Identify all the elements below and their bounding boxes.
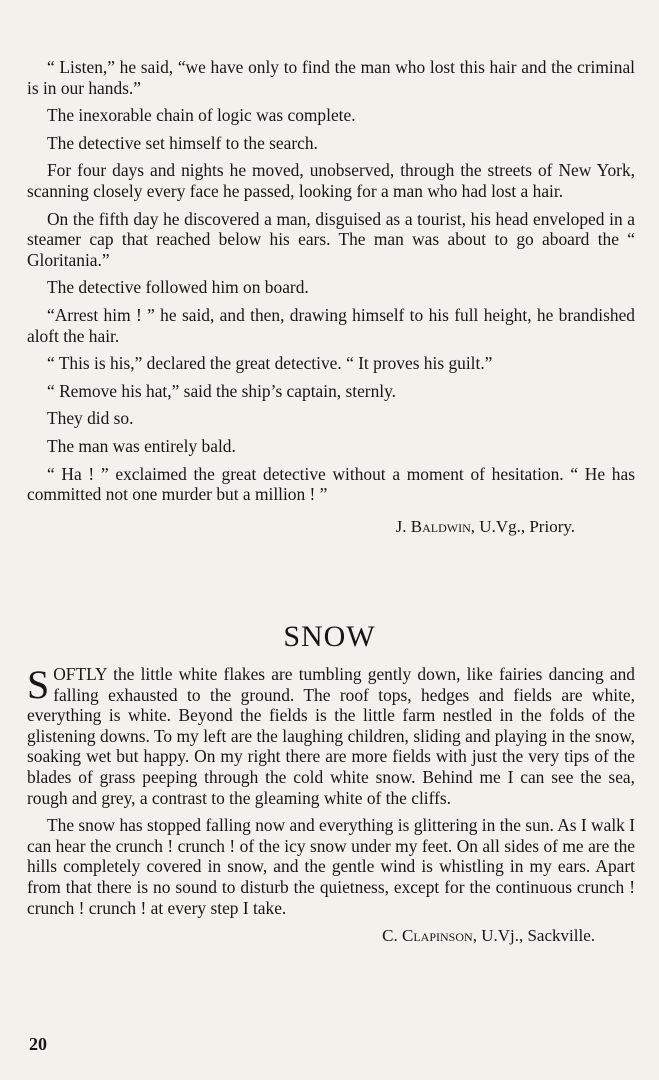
paragraph: They did so. [47,408,134,429]
paragraph: The man was entirely bald. [47,435,236,456]
paragraph: The detective set himself to the search. [47,132,318,153]
paragraph [27,664,635,808]
paragraph: The inexorable chain of logic was complete. [47,105,356,126]
author-signature [27,517,635,538]
paragraph: The detective followed him on board. [47,277,309,298]
story-detective [27,57,635,537]
signature-initial: C. [382,926,403,946]
signature-name: Baldwin [410,516,471,536]
section-title: SNOW [283,620,376,653]
paragraph-text: OFTLY the little white flakes are tumbling gently down, like fairies dancing and falling exhausted to the ground. The roof tops, hedges and fields are white, everything is white. Beyond the fields is the little farm nestled in the folds of the glistening downs. To my left are the laughing children, sliding and playing in the snow, soaking wet but happy. On my right there are more fields with just the very tips of the blades of grass peeping through the cold white snow. Behind me I can see the sea, rough and grey, a contrast to the gleaming white of the cliffs. [27,664,635,808]
paragraph: For four days and nights he moved, unobserved, through the streets of New York, scanning closely every face he passed, looking for a man who had lost a hair. [27,160,635,201]
page-number: 20 [29,1034,47,1054]
author-signature [27,926,635,947]
paragraph: “ Remove his hat,” said the ship’s captain, sternly. [47,380,397,401]
paragraph: “ Ha ! ” exclaimed the great detective without a moment of hesitation. “ He has committed not one murder but a million ! ” [27,463,635,505]
signature-rest: , U.Vg., Priory. [470,516,575,536]
paragraph: “Arrest him ! ” he said, and then, drawing himself to his full height, he brandished aloft the hair. [27,304,635,346]
signature-rest: , U.Vj., Sackville. [472,926,595,946]
story-snow [27,664,635,947]
signature-initial: J. [395,516,411,536]
paragraph: “ Listen,” he said, “we have only to find the man who lost this hair and the criminal is in our hands.” [27,57,635,98]
drop-cap: S [27,662,50,707]
paragraph: “ This is his,” declared the great detective. “ It proves his guilt.” [47,353,493,374]
paragraph: On the fifth day he discovered a man, disguised as a tourist, his head enveloped in a steamer cap that reached below his ears. The man was about to go aboard the “ Gloritania.” [27,208,635,270]
paragraph: The snow has stopped falling now and everything is glittering in the sun. As I walk I can hear the crunch ! crunch ! of the icy snow under my feet. On all sides of me are the hills completely covered in snow, and the gentle wind is whistling in my ears. Apart from that there is no sound to disturb the quietness, except for the continuous crunch ! crunch ! crunch ! at every step I take. [27,815,635,918]
signature-name: Clapinson [402,926,473,946]
